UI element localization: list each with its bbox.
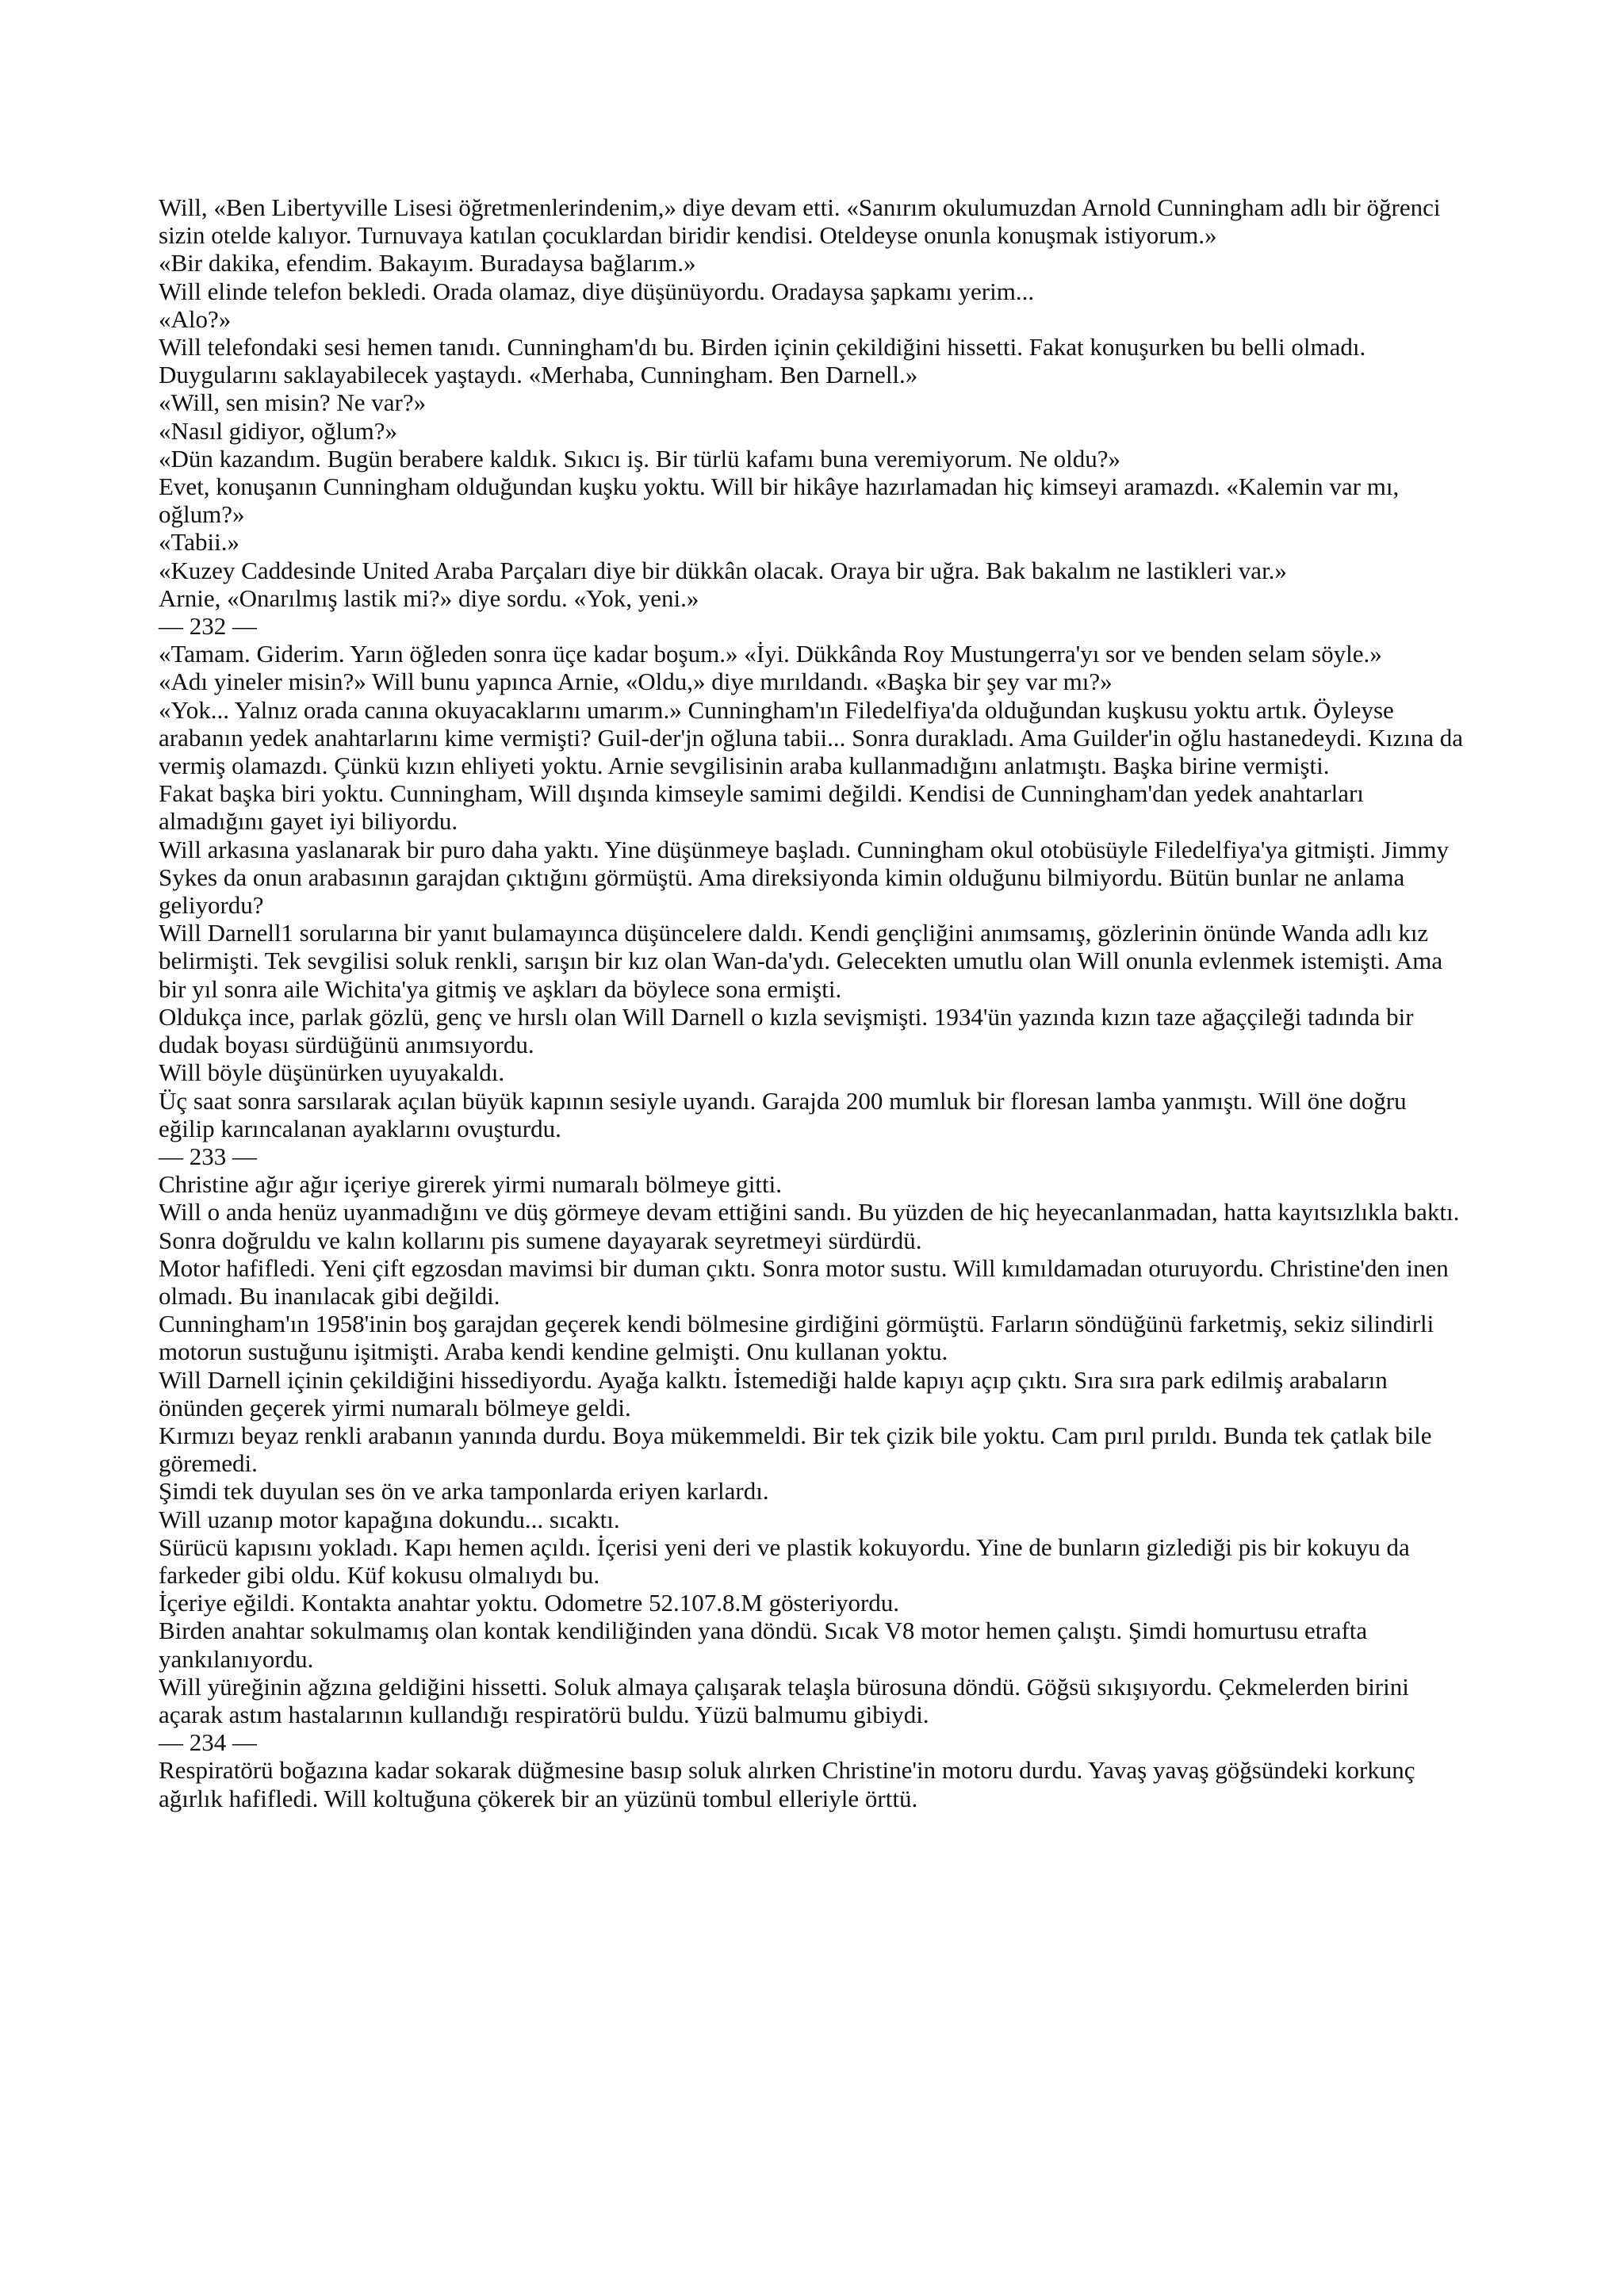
- paragraph: Arnie, «Onarılmış lastik mi?» diye sordu. «Yok, yeni.»: [159, 584, 699, 612]
- paragraph: Will arkasına yaslanarak bir puro daha yaktı. Yine düşünmeye başladı. Cunningham okul otobüsüyle Filedelfiya'ya gitmişti. Jimmy Sykes da onun arabasının garajdan çıktığını görmüştü. Ama direksiyonda kimin olduğunu bilmiyordu. Bütün bunlar ne anlama geliyordu?: [159, 835, 1449, 920]
- paragraph: «Kuzey Caddesinde United Araba Parçaları diye bir dükkân olacak. Oraya bir uğra. Bak bakalım ne lastikleri var.»: [159, 556, 1287, 584]
- paragraph: «Adı yineler misin?» Will bunu yapınca Arnie, «Oldu,» diye mırıldandı. «Başka bir şey var mı?»: [159, 668, 1113, 696]
- page-number: — 233 —: [159, 1142, 257, 1170]
- paragraph: Will uzanıp motor kapağına dokundu... sıcaktı.: [159, 1505, 620, 1533]
- paragraph: Kırmızı beyaz renkli arabanın yanında durdu. Boya mükemmeldi. Bir tek çizik bile yoktu. Cam pırıl pırıldı. Bunda tek çatlak bile göremedi.: [159, 1421, 1432, 1478]
- paragraph: Christine ağır ağır içeriye girerek yirmi numaralı bölmeye gitti.: [159, 1170, 782, 1199]
- paragraph: Sürücü kapısını yokladı. Kapı hemen açıldı. İçerisi yeni deri ve plastik kokuyordu. Yine de bunların gizlediği pis bir kokuyu da farkeder gibi oldu. Küf kokusu olmalıydı bu.: [159, 1533, 1410, 1589]
- paragraph: Will Darnell1 sorularına bir yanıt bulamayınca düşüncelere daldı. Kendi gençliğini anımsamış, gözlerinin önünde Wanda adlı kız belirmişti. Tek sevgilisi soluk renkli, sarışın bir kız olan Wan-da'ydı. Gelecekten umutlu olan Will onunla evlenmek istemişti. Ama bir yıl sonra aile Wichita'ya gitmiş ve aşkları da böylece sona ermişti.: [159, 919, 1443, 1003]
- paragraph: Üç saat sonra sarsılarak açılan büyük kapının sesiyle uyandı. Garajda 200 mumluk bir floresan lamba yanmıştı. Will öne doğru eğilip karıncalanan ayaklarını ovuşturdu.: [159, 1086, 1407, 1142]
- paragraph: Şimdi tek duyulan ses ön ve arka tamponlarda eriyen karlardı.: [159, 1477, 769, 1506]
- paragraph: «Nasıl gidiyor, oğlum?»: [159, 416, 397, 445]
- paragraph: «Dün kazandım. Bugün berabere kaldık. Sıkıcı iş. Bir türlü kafamı buna veremiyorum. Ne oldu?»: [159, 444, 1121, 473]
- paragraph: «Will, sen misin? Ne var?»: [159, 388, 427, 417]
- document-page: [159, 193, 1467, 1812]
- paragraph: İçeriye eğildi. Kontakta anahtar yoktu. Odometre 52.107.8.M gösteriyordu.: [159, 1589, 900, 1617]
- paragraph: Will böyle düşünürken uyuyakaldı.: [159, 1058, 505, 1087]
- paragraph: Motor hafifledi. Yeni çift egzosdan mavimsi bir duman çıktı. Sonra motor sustu. Will kımıldamadan oturuyordu. Christine'den inen olmadı. Bu inanılacak gibi değildi.: [159, 1253, 1449, 1310]
- page-number: — 234 —: [159, 1728, 257, 1757]
- page-number: — 232 —: [159, 612, 257, 641]
- paragraph: Will yüreğinin ağzına geldiğini hissetti. Soluk almaya çalışarak telaşla bürosuna döndü. Göğsü sıkışıyordu. Çekmelerden birini açarak astım hastalarının kullandığı respiratörü buldu. Yüzü balmumu gibiydi.: [159, 1672, 1409, 1728]
- paragraph: «Tamam. Giderim. Yarın öğleden sonra üçe kadar boşum.» «İyi. Dükkânda Roy Mustungerra'yı sor ve benden selam söyle.»: [159, 640, 1382, 668]
- paragraph: «Tabii.»: [159, 528, 240, 557]
- paragraph: «Alo?»: [159, 304, 232, 333]
- paragraph: Will Darnell içinin çekildiğini hissediyordu. Ayağa kalktı. İstemediği halde kapıyı açıp çıktı. Sıra sıra park edilmiş arabaların önünden geçerek yirmi numaralı bölmeye geldi.: [159, 1365, 1388, 1422]
- paragraph: Cunningham'ın 1958'inin boş garajdan geçerek kendi bölmesine girdiğini görmüştü. Farların söndüğünü farketmiş, sekiz silindirli motorun sustuğunu işitmişti. Araba kendi kendine gelmişti. Onu kullanan yoktu.: [159, 1310, 1434, 1366]
- paragraph: Will, «Ben Libertyville Lisesi öğretmenlerindenim,» diye devam etti. «Sanırım okulumuzdan Arnold Cunningham adlı bir öğrenci sizin otelde kalıyor. Turnuvaya katılan çocuklardan biridir kendisi. Oteldeyse onunla konuşmak istiyorum.»: [159, 193, 1441, 250]
- paragraph: Fakat başka biri yoktu. Cunningham, Will dışında kimseyle samimi değildi. Kendisi de Cunningham'dan yedek anahtarları almadığını gayet iyi biliyordu.: [159, 779, 1364, 836]
- paragraph: «Yok... Yalnız orada canına okuyacaklarını umarım.» Cunningham'ın Filedelfiya'da olduğundan kuşkusu yoktu artık. Öyleyse arabanın yedek anahtarlarını kime vermişti? Guil-der'jn oğluna tabii... Sonra durakladı. Ama Guilder'in oğlu hastanedeydi. Kızına da vermiş olamazdı. Çünkü kızın ehliyeti yoktu. Arnie sevgilisinin araba kullanmadığını anlatmıştı. Başka birine vermişti.: [159, 695, 1464, 780]
- paragraph: Evet, konuşanın Cunningham olduğundan kuşku yoktu. Will bir hikâye hazırlamadan hiç kimseyi aramazdı. «Kalemin var mı, oğlum?»: [159, 473, 1400, 529]
- paragraph: Respiratörü boğazına kadar sokarak düğmesine basıp soluk alırken Christine'in motoru durdu. Yavaş yavaş göğsündeki korkunç ağırlık hafifledi. Will koltuğuna çökerek bir an yüzünü tombul elleriyle örttü.: [159, 1756, 1415, 1812]
- paragraph: Birden anahtar sokulmamış olan kontak kendiliğinden yana döndü. Sıcak V8 motor hemen çalıştı. Şimdi homurtusu etrafta yankılanıyordu.: [159, 1617, 1368, 1673]
- paragraph: Will elinde telefon bekledi. Orada olamaz, diye düşünüyordu. Oradaysa şapkamı yerim...: [159, 277, 1035, 305]
- paragraph: «Bir dakika, efendim. Bakayım. Buradaysa bağlarım.»: [159, 249, 696, 277]
- paragraph: Will telefondaki sesi hemen tanıdı. Cunningham'dı bu. Birden içinin çekildiğini hissetti. Fakat konuşurken bu belli olmadı. Duygularını saklayabilecek yaştaydı. «Merhaba, Cunningham. Ben Darnell.»: [159, 333, 1366, 389]
- paragraph: Oldukça ince, parlak gözlü, genç ve hırslı olan Will Darnell o kızla sevişmişti. 1934'ün yazında kızın taze ağaççileği tadında bir dudak boyası sürdüğünü anımsıyordu.: [159, 1002, 1414, 1059]
- paragraph: Will o anda henüz uyanmadığını ve düş görmeye devam ettiğini sandı. Bu yüzden de hiç heyecanlanmadan, hatta kayıtsızlıkla baktı. Sonra doğruldu ve kalın kollarını pis sumene dayayarak seyretmeyi sürdürdü.: [159, 1198, 1460, 1254]
